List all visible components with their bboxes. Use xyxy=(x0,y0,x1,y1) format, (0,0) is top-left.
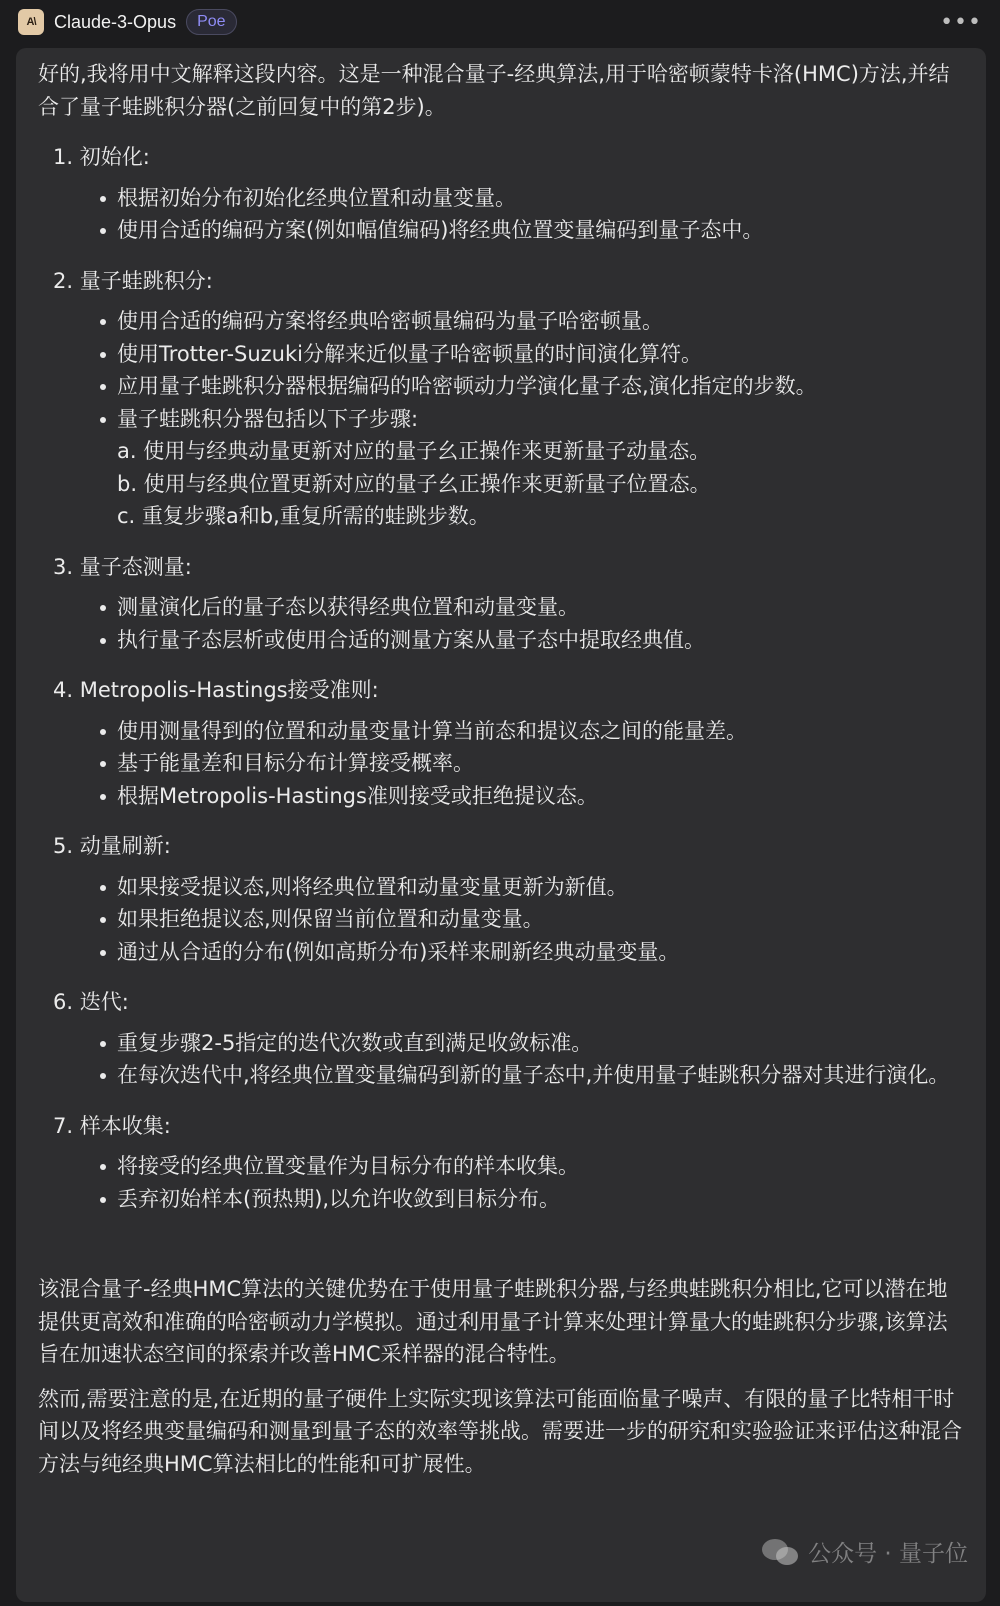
bullet-item: 根据Metropolis-Hastings准则接受或拒绝提议态。 xyxy=(38,780,964,813)
step-item xyxy=(38,1110,964,1216)
step-bullets xyxy=(38,591,964,656)
step-title: 2. 量子蛙跳积分: xyxy=(53,268,213,293)
step-title: 7. 样本收集: xyxy=(53,1113,171,1138)
bullet-item: 如果拒绝提议态,则保留当前位置和动量变量。 xyxy=(38,903,964,936)
bullet-item: 使用合适的编码方案(例如幅值编码)将经典位置变量编码到量子态中。 xyxy=(38,214,964,247)
bullet-item: 重复步骤2-5指定的迭代次数或直到满足收敛标准。 xyxy=(38,1027,964,1060)
sub-step-item: c. 重复步骤a和b,重复所需的蛙跳步数。 xyxy=(117,504,490,528)
step-item xyxy=(38,830,964,968)
step-item xyxy=(38,986,964,1092)
bullet-item: 在每次迭代中,将经典位置变量编码到新的量子态中,并使用量子蛙跳积分器对其进行演化。 xyxy=(38,1059,964,1092)
conclusion-paragraph-1: 该混合量子-经典HMC算法的关键优势在于使用量子蛙跳积分器,与经典蛙跳积分相比,它可以潜在地提供更高效和准确的哈密顿动力学模拟。通过利用量子计算来处理计算量大的蛙跳积分步骤,该算法旨在加速状态空间的探索并改善HMC采样器的混合特性。 xyxy=(38,1277,948,1366)
bullet-item: 丢弃初始样本(预热期),以允许收敛到目标分布。 xyxy=(38,1183,964,1216)
bullet-item: 执行量子态层析或使用合适的测量方案从量子态中提取经典值。 xyxy=(38,624,964,657)
step-title: 5. 动量刷新: xyxy=(53,834,171,858)
sub-step-item: a. 使用与经典动量更新对应的量子幺正操作来更新量子动量态。 xyxy=(117,439,711,463)
claude-logo-icon[interactable]: A\ xyxy=(18,9,44,35)
conclusion-paragraph-2: 然而,需要注意的是,在近期的量子硬件上实际实现该算法可能面临量子噪声、有限的量子比特相干时间以及将经典变量编码和测量到量子态的效率等挑战。需要进一步的研究和实验验证来评估这种混合方法与纯经典HMC算法相比的性能和可扩展性。 xyxy=(38,1386,962,1476)
sub-step-item: b. 使用与经典位置更新对应的量子幺正操作来更新量子位置态。 xyxy=(117,471,711,496)
step-title: 1. 初始化: xyxy=(53,145,150,169)
bullet-item: 将接受的经典位置变量作为目标分布的样本收集。 xyxy=(38,1150,964,1183)
bullet-item: 使用合适的编码方案将经典哈密顿量编码为量子哈密顿量。 xyxy=(38,305,964,338)
bullet-item: 通过从合适的分布(例如高斯分布)采样来刷新经典动量变量。 xyxy=(38,936,964,969)
bullet-item: 量子蛙跳积分器包括以下子步骤: xyxy=(38,403,964,436)
step-title: 4. Metropolis-Hastings接受准则: xyxy=(53,678,379,702)
step-title: 6. 迭代: xyxy=(53,990,129,1014)
intro-paragraph: 好的,我将用中文解释这段内容。这是一种混合量子-经典算法,用于哈密顿蒙特卡洛(HMC)方法,并结合了量子蛙跳积分器(之前回复中的第2步)。 xyxy=(38,62,950,119)
step-item xyxy=(38,265,964,533)
bullet-item: 测量演化后的量子态以获得经典位置和动量变量。 xyxy=(38,591,964,624)
step-bullets xyxy=(38,182,964,247)
message-bubble xyxy=(16,48,986,1602)
watermark xyxy=(762,1535,968,1568)
steps-list xyxy=(38,141,964,1215)
more-options-icon[interactable]: ••• xyxy=(940,9,982,35)
step-title: 3. 量子态测量: xyxy=(53,554,192,579)
step-item xyxy=(38,141,964,247)
step-item xyxy=(38,551,964,657)
wechat-icon xyxy=(762,1537,800,1567)
step-bullets xyxy=(38,871,964,969)
bullet-item: 基于能量差和目标分布计算接受概率。 xyxy=(38,747,964,780)
step-bullets xyxy=(38,1027,964,1092)
bullet-item: 使用Trotter-Suzuki分解来近似量子哈密顿量的时间演化算符。 xyxy=(38,338,964,371)
bot-name[interactable]: Claude-3-Opus xyxy=(54,11,177,32)
bullet-item: 根据初始分布初始化经典位置和动量变量。 xyxy=(38,182,964,215)
step-bullets xyxy=(38,715,964,813)
step-item xyxy=(38,674,964,812)
step-bullets xyxy=(38,1150,964,1215)
poe-badge: Poe xyxy=(186,9,236,35)
step-bullets xyxy=(38,305,964,533)
chat-header xyxy=(0,0,1000,44)
bullet-item: 应用量子蛙跳积分器根据编码的哈密顿动力学演化量子态,演化指定的步数。 xyxy=(38,370,964,403)
bullet-item: 使用测量得到的位置和动量变量计算当前态和提议态之间的能量差。 xyxy=(38,715,964,748)
bullet-item: 如果接受提议态,则将经典位置和动量变量更新为新值。 xyxy=(38,871,964,904)
watermark-text: 公众号 · 量子位 xyxy=(808,1541,968,1567)
